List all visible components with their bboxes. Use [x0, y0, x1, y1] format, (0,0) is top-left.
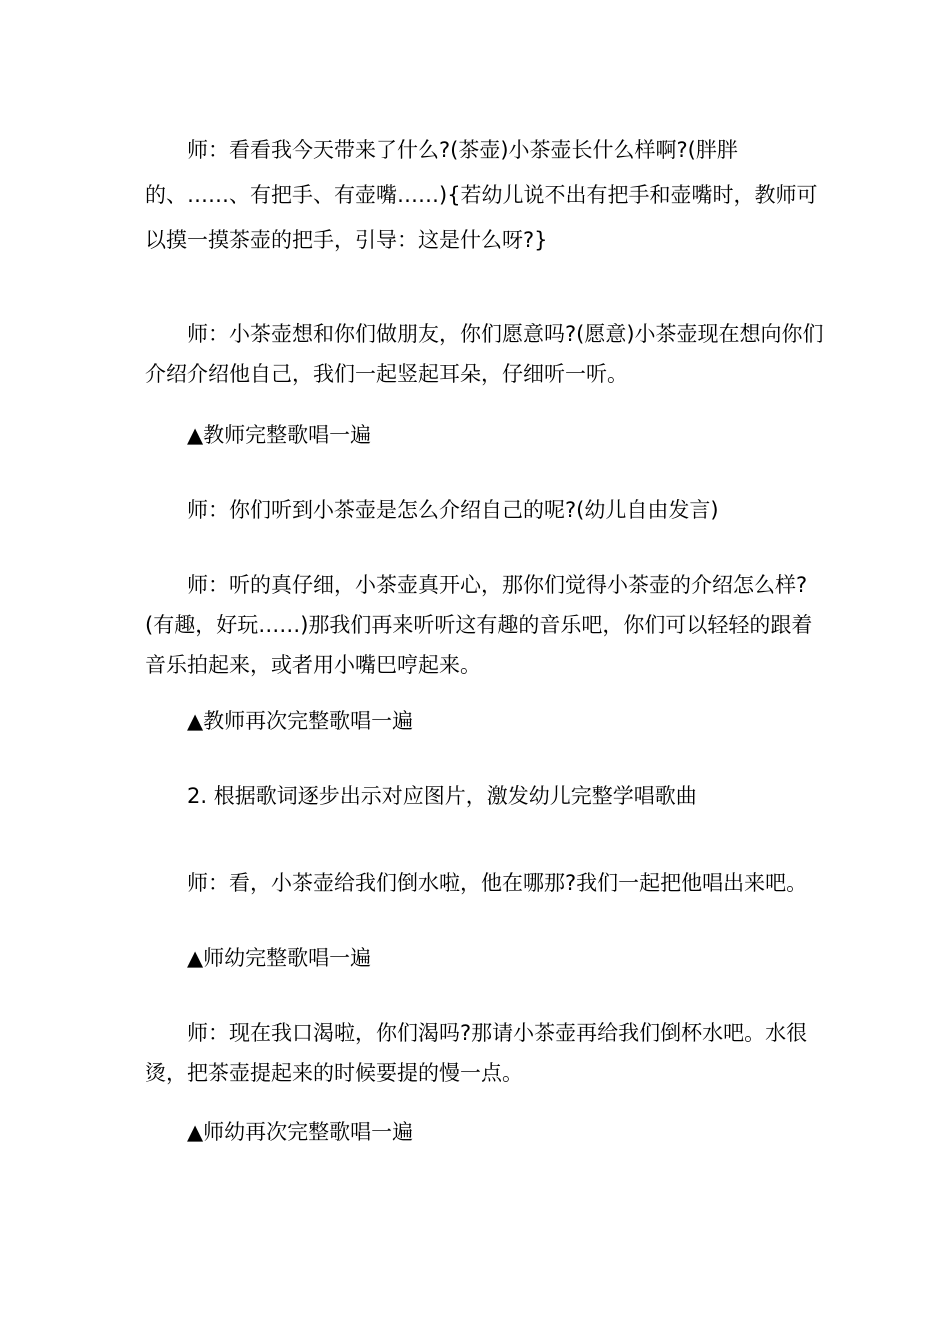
paragraph-group-sings-again: ▲师幼再次完整歌唱一遍	[187, 1120, 414, 1144]
paragraph-thirsty: 师：现在我口渴啦，你们渴吗?那请小茶壶再给我们倒杯水吧。水很烫，把茶壶提起来的时候要提的慢一点。	[145, 1021, 808, 1085]
paragraph-how-teapot-introduces: 师：你们听到小茶壶是怎么介绍自己的呢?(幼儿自由发言)	[187, 498, 719, 522]
paragraph-teacher-intro-teapot: 师：看看我今天带来了什么?(茶壶)小茶壶长什么样啊?(胖胖的、……、有把手、有壶嘴……){若幼儿说不出有把手和壶嘴时，教师可以摸一摸茶壶的把手，引导：这是什么呀?}	[145, 138, 818, 252]
paragraph-teapot-friends: 师：小茶壶想和你们做朋友，你们愿意吗?(愿意)小茶壶现在想向你们介绍介绍他自己，我们一起竖起耳朵，仔细听一听。	[145, 322, 824, 386]
paragraph-teacher-sings-again: ▲教师再次完整歌唱一遍	[187, 709, 414, 733]
paragraph-section-heading: 2. 根据歌词逐步出示对应图片，激发幼儿完整学唱歌曲	[187, 784, 697, 808]
paragraph-group-sings-once: ▲师幼完整歌唱一遍	[187, 946, 372, 970]
paragraph-listen-again: 师：听的真仔细，小茶壶真开心，那你们觉得小茶壶的介绍怎么样?(有趣，好玩……)那我们再来听听这有趣的音乐吧，你们可以轻轻的跟着音乐拍起来，或者用小嘴巴哼起来。	[145, 573, 813, 677]
paragraph-teapot-pours-water: 师：看，小茶壶给我们倒水啦，他在哪那?我们一起把他唱出来吧。	[187, 871, 808, 895]
paragraph-teacher-sings-once: ▲教师完整歌唱一遍	[187, 423, 372, 447]
